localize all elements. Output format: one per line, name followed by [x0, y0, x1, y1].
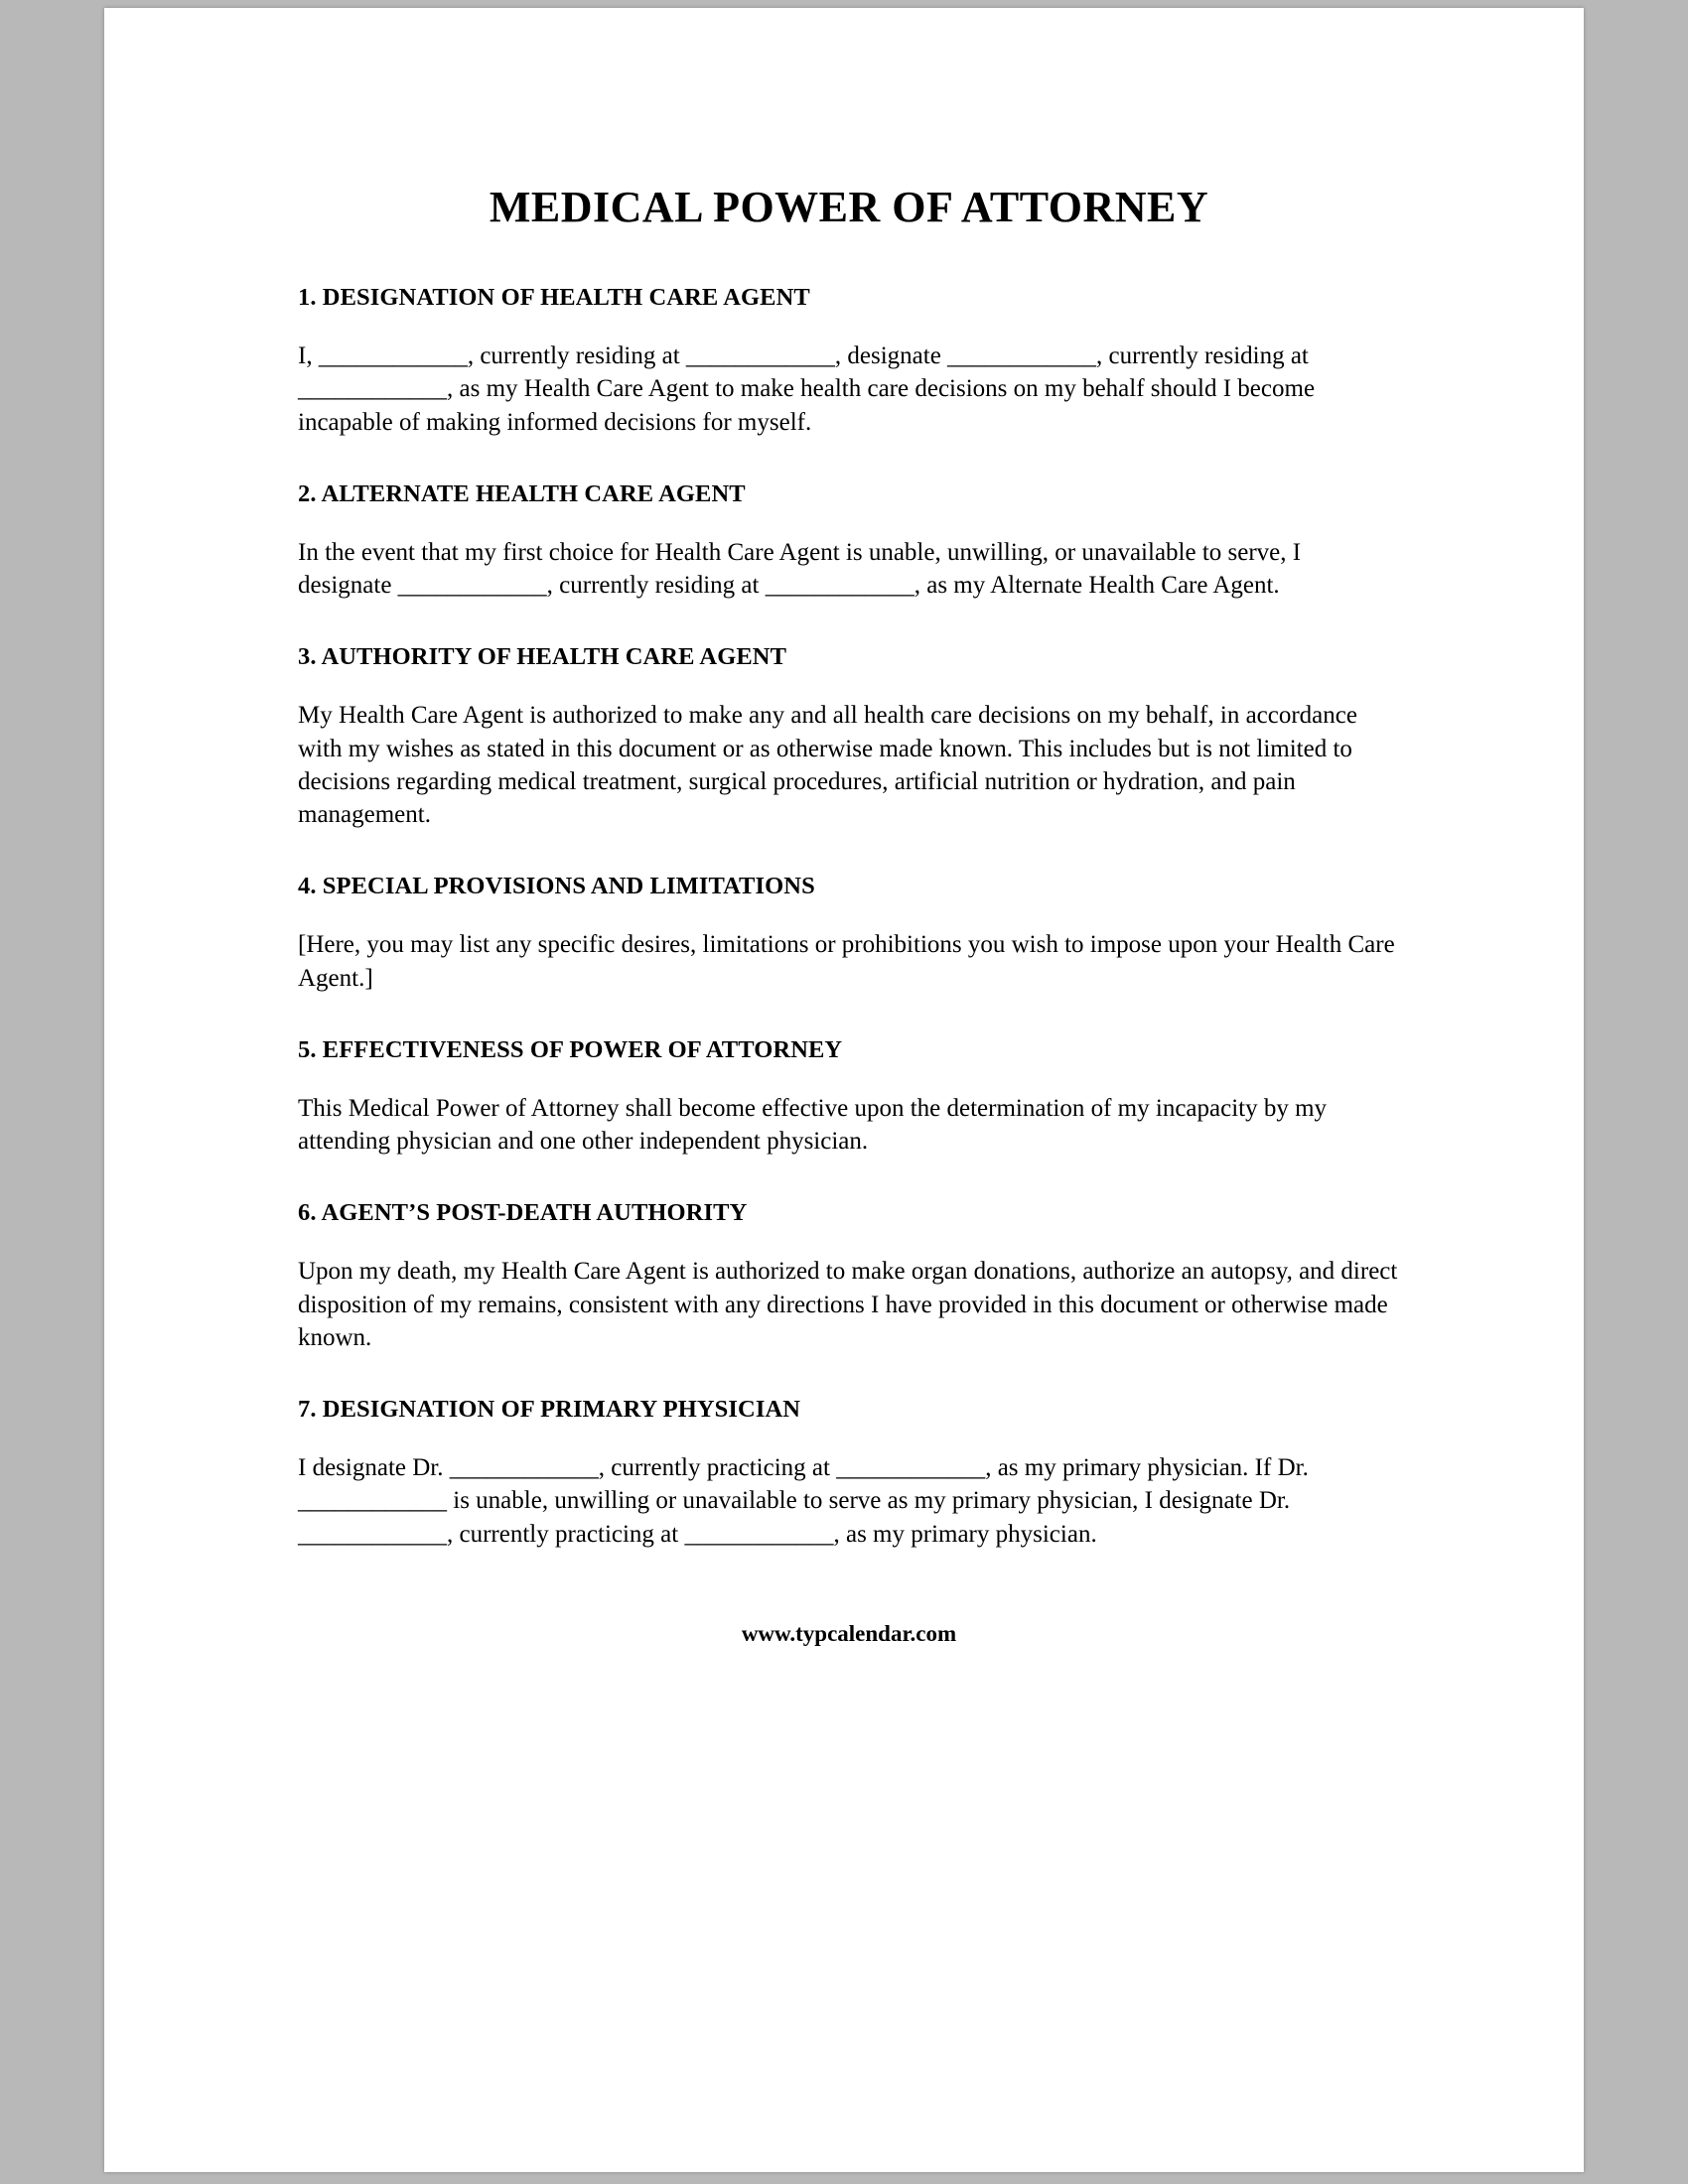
section-body: [Here, you may list any specific desires, limitations or prohibitions you wish to impose upon your Health Care Agent.] [298, 931, 1395, 992]
section-5 [298, 1036, 1400, 1159]
section-heading: 2. ALTERNATE HEALTH CARE AGENT [298, 479, 746, 507]
section-body: Upon my death, my Health Care Agent is authorized to make organ donations, authorize an autopsy, and direct disposition of my remains, consistent with any directions I have provided in this document or otherwise made known. [298, 1258, 1398, 1351]
section-body: My Health Care Agent is authorized to make any and all health care decisions on my behalf, in accordance with my wishes as stated in this document or as otherwise made known. This includes but is not limited to decisions regarding medical treatment, surgical procedures, artificial nutrition or hydration, and pain management. [298, 702, 1357, 828]
section-7 [298, 1396, 1400, 1551]
document-page [104, 8, 1584, 2172]
section-heading: 6. AGENT’S POST-DEATH AUTHORITY [298, 1199, 748, 1227]
section-1 [298, 284, 1400, 439]
section-2 [298, 480, 1400, 603]
section-heading: 1. DESIGNATION OF HEALTH CARE AGENT [298, 284, 810, 311]
section-heading: 4. SPECIAL PROVISIONS AND LIMITATIONS [298, 873, 815, 900]
section-body: In the event that my first choice for Health Care Agent is unable, unwilling, or unavailable to serve, I designate ____________, currently residing at ____________, as my Alternate Health Care Agent. [298, 538, 1302, 599]
section-body: I, ____________, currently residing at ____________, designate ____________, currently residing at ____________, as my Health Care Agent to make health care decisions on my behalf should I become incapable of making informed decisions for myself. [298, 342, 1316, 436]
section-6 [298, 1199, 1400, 1354]
section-3 [298, 643, 1400, 831]
section-body: This Medical Power of Attorney shall become effective upon the determination of my incapacity by my attending physician and one other independent physician. [298, 1094, 1328, 1155]
document-content [298, 182, 1400, 1592]
section-heading: 3. AUTHORITY OF HEALTH CARE AGENT [298, 643, 787, 671]
footer-website: www.typcalendar.com [741, 1621, 957, 1646]
page-title: MEDICAL POWER OF ATTORNEY [489, 183, 1209, 231]
section-4 [298, 873, 1400, 995]
section-body: I designate Dr. ____________, currently practicing at ____________, as my primary physician. If Dr. ____________ is unable, unwilling or unavailable to serve as my primary physician, I designate Dr. ____________, currently practicing at ____________, as my primary physician. [298, 1454, 1309, 1548]
section-heading: 7. DESIGNATION OF PRIMARY PHYSICIAN [298, 1396, 801, 1423]
section-heading: 5. EFFECTIVENESS OF POWER OF ATTORNEY [298, 1035, 843, 1063]
